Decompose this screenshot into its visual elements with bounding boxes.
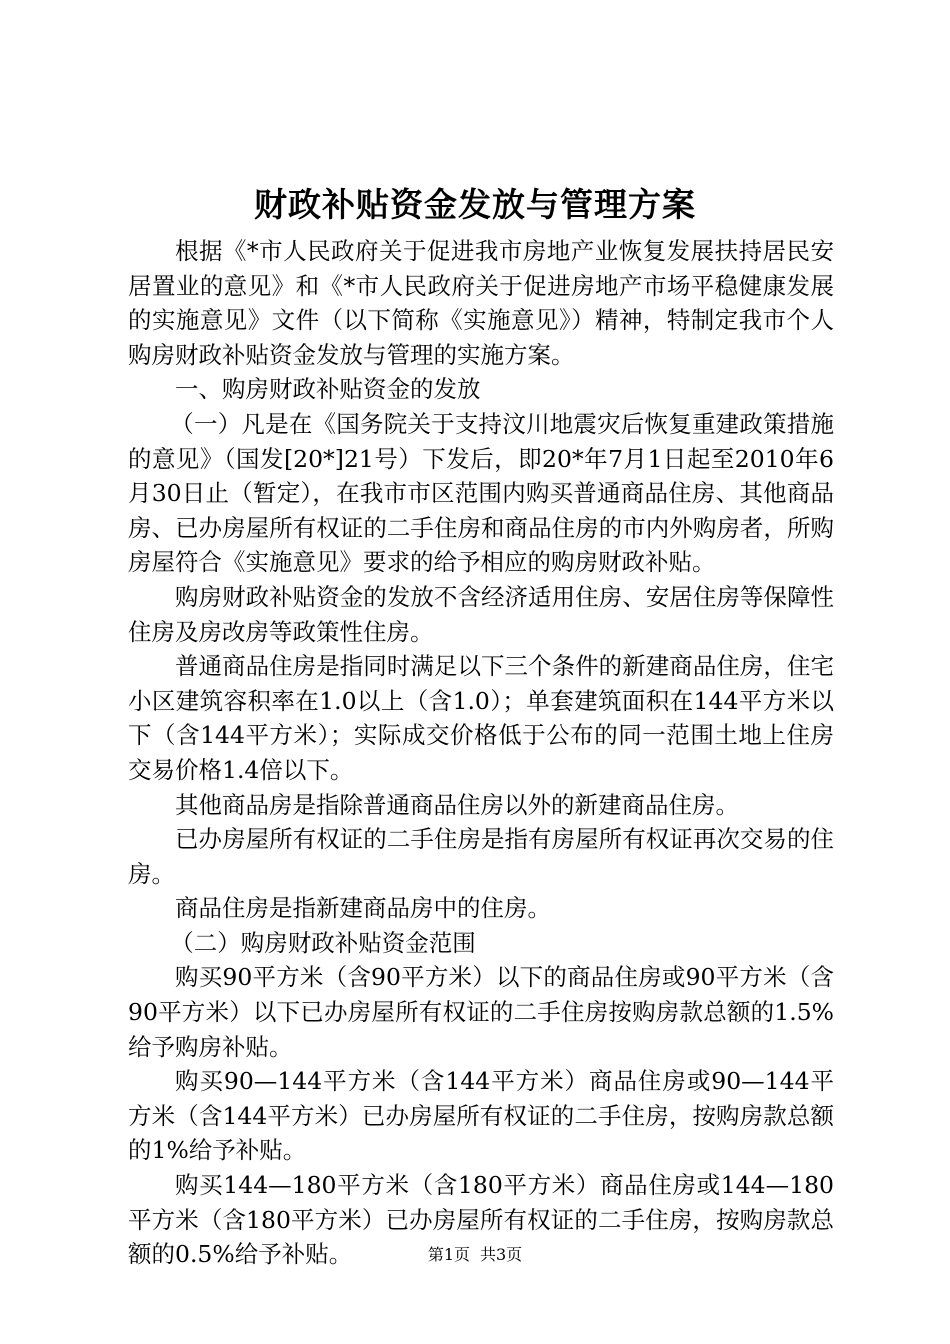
subsection-heading-2: （二）购房财政补贴资金范围 (170, 928, 476, 957)
page-footer (0, 1244, 950, 1266)
paragraph-ordinary-housing: 普通商品住房是指同时满足以下三个条件的新建商品住房，住宅小区建筑容积率在1.0以上（含1.0）；单套建筑面积在144平方米以下（含144平方米）；实际成交价格低于公布的同一范围土地上住房交易价格1.4倍以下。 (128, 652, 834, 784)
paragraph-subsidy-90: 购买90平方米（含90平方米）以下的商品住房或90平方米（含90平方米）以下已办房屋所有权证的二手住房按购房款总额的1.5%给予购房补贴。 (128, 963, 834, 1061)
document-body (128, 234, 834, 1272)
section-heading-1: 一、购房财政补贴资金的发放 (175, 375, 481, 404)
paragraph-subsidy-180: 购买144—180平方米（含180平方米）商品住房或144—180平方米（含180平方米）已办房屋所有权证的二手住房，按购房款总额的0.5%给予补贴。 (128, 1171, 834, 1269)
paragraph-other-housing: 其他商品房是指除普通商品住房以外的新建商品住房。 (175, 790, 739, 819)
paragraph-exclusion: 购房财政补贴资金的发放不含经济适用住房、安居住房等保障性住房及房改房等政策性住房。 (128, 582, 834, 646)
paragraph-subsidy-144: 购买90—144平方米（含144平方米）商品住房或90—144平方米（含144平方米）已办房屋所有权证的二手住房，按购房款总额的1%给予补贴。 (128, 1067, 834, 1165)
paragraph-commercial-housing: 商品住房是指新建商品房中的住房。 (175, 894, 551, 923)
page-total: 共3页 (480, 1245, 523, 1264)
paragraph-subsection-1: （一）凡是在《国务院关于支持汶川地震灾后恢复重建政策措施的意见》（国发[20*]21号）下发后，即20*年7月1日起至2010年6月30日止（暂定），在我市市区范围内购买普通商品住房、其他商品房、已办房屋所有权证的二手住房和商品住房的市内外购房者，所购房屋符合《实施意见》要求的给予相应的购房财政补贴。 (128, 409, 834, 577)
page-number: 第1页 (427, 1245, 470, 1264)
document-title: 财政补贴资金发放与管理方案 (254, 185, 696, 224)
paragraph-secondhand-housing: 已办房屋所有权证的二手住房是指有房屋所有权证再次交易的住房。 (128, 825, 834, 888)
paragraph-intro: 根据《*市人民政府关于促进我市房地产业恢复发展扶持居民安居置业的意见》和《*市人民政府关于促进房地产市场平稳健康发展的实施意见》文件（以下简称《实施意见》）精神，特制定我市个人购房财政补贴资金发放与管理的实施方案。 (128, 237, 834, 369)
